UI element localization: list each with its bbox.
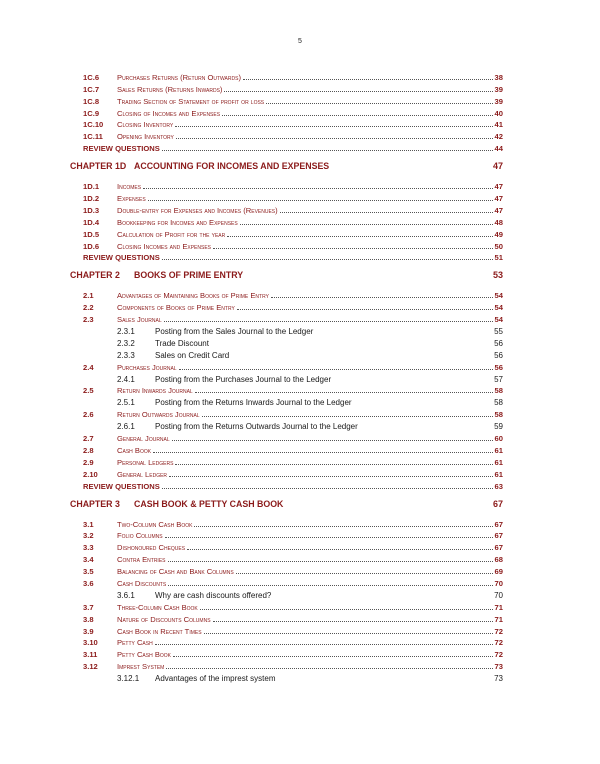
dot-leader bbox=[245, 274, 491, 275]
dot-leader bbox=[195, 391, 493, 393]
toc-section-entry[interactable] bbox=[70, 288, 503, 300]
toc-page-number: 47 bbox=[494, 205, 503, 215]
toc-page-number: 56 bbox=[494, 350, 503, 360]
toc-section-entry[interactable] bbox=[70, 529, 503, 541]
dot-leader bbox=[153, 451, 492, 453]
dot-leader bbox=[166, 667, 492, 669]
toc-entry-title: Trading Section of Statement of profit or loss bbox=[117, 96, 265, 106]
dot-leader bbox=[155, 643, 493, 645]
toc-entry-title: Closing Inventory bbox=[117, 120, 174, 130]
toc-entry-title: Return Outwards Journal bbox=[117, 410, 200, 420]
toc-page-number: 38 bbox=[494, 72, 503, 82]
dot-leader bbox=[202, 415, 493, 417]
dot-leader bbox=[187, 548, 492, 550]
dot-leader bbox=[231, 357, 492, 358]
toc-entry-number: 1D.1 bbox=[83, 182, 100, 192]
toc-entry-number: 2.7 bbox=[83, 434, 94, 444]
dot-leader bbox=[211, 345, 492, 346]
toc-entry-number: 3.2 bbox=[83, 531, 94, 541]
toc-entry-title: Cash Book in Recent Times bbox=[117, 626, 202, 636]
dot-leader bbox=[354, 404, 493, 405]
dot-leader bbox=[243, 78, 493, 80]
toc-subsection-entry[interactable] bbox=[70, 588, 503, 600]
toc-entry-number: 1D.4 bbox=[83, 217, 100, 227]
dot-leader bbox=[360, 428, 492, 429]
toc-entry-number: 3.9 bbox=[83, 626, 94, 636]
toc-entry-title: REVIEW QUESTIONS bbox=[83, 253, 160, 263]
dot-leader bbox=[280, 211, 493, 213]
toc-entry-number: 3.1 bbox=[83, 519, 94, 529]
toc-page-number: 51 bbox=[494, 253, 503, 263]
toc-page-number: 56 bbox=[494, 362, 503, 372]
toc-entry-number: 3.4 bbox=[83, 555, 94, 565]
toc-entry-title: Posting from the Sales Journal to the Ledger bbox=[155, 327, 314, 337]
toc-review-questions[interactable] bbox=[70, 479, 503, 491]
dot-leader bbox=[164, 320, 493, 322]
toc-section-entry[interactable] bbox=[70, 227, 503, 239]
toc-page-number: 67 bbox=[494, 543, 503, 553]
toc-section-entry[interactable] bbox=[70, 659, 503, 671]
dot-leader bbox=[168, 584, 492, 586]
toc-entry-title: BOOKS OF PRIME ENTRY bbox=[134, 270, 244, 281]
dot-leader bbox=[273, 597, 492, 598]
toc-section-entry[interactable] bbox=[70, 600, 503, 612]
toc-review-questions[interactable] bbox=[70, 251, 503, 263]
toc-section-entry[interactable] bbox=[70, 360, 503, 372]
toc-section-entry[interactable] bbox=[70, 552, 503, 564]
toc-entry-number: 1D.5 bbox=[83, 229, 100, 239]
toc-entry-title: Advantages of the imprest system bbox=[155, 674, 276, 684]
toc-entry-title: Two-Column Cash Book bbox=[117, 519, 193, 529]
toc-section-entry[interactable] bbox=[70, 179, 503, 191]
toc-review-questions[interactable] bbox=[70, 141, 503, 153]
toc-entry-title: Contra Entries bbox=[117, 555, 166, 565]
toc-entry-number: 3.12 bbox=[83, 662, 98, 672]
toc-entry-number: 2.4 bbox=[83, 362, 94, 372]
toc-section-entry[interactable] bbox=[70, 312, 503, 324]
dot-leader bbox=[315, 333, 492, 334]
toc-entry-title: Nature of Discounts Columns bbox=[117, 614, 211, 624]
toc-entry-number: 2.10 bbox=[83, 469, 98, 479]
toc-entry-number: 1C.6 bbox=[83, 72, 100, 82]
toc-section-entry[interactable] bbox=[70, 129, 503, 141]
toc-page-number: 72 bbox=[494, 626, 503, 636]
toc-section-entry[interactable] bbox=[70, 517, 503, 529]
toc-page-number: 61 bbox=[494, 469, 503, 479]
toc-section-entry[interactable] bbox=[70, 647, 503, 659]
toc-section-entry[interactable] bbox=[70, 636, 503, 648]
toc-entry-title: Purchases Returns (Return Outwards) bbox=[117, 72, 241, 82]
toc-subsection-entry[interactable] bbox=[70, 671, 503, 683]
toc-section-entry[interactable] bbox=[70, 82, 503, 94]
toc-entry-number: 2.1 bbox=[83, 291, 94, 301]
toc-page-number: 47 bbox=[492, 161, 503, 172]
toc-page-number: 58 bbox=[494, 398, 503, 408]
toc-entry-title: Petty Cash Book bbox=[117, 650, 172, 660]
dot-leader bbox=[200, 608, 493, 610]
toc-entry-title: Dishonoured Cheques bbox=[117, 543, 186, 553]
toc-chapter-heading[interactable] bbox=[70, 491, 503, 517]
dot-leader bbox=[240, 223, 493, 225]
toc-chapter-heading[interactable] bbox=[70, 262, 503, 288]
toc-entry-title: Expenses bbox=[117, 194, 146, 204]
toc-entry-title: CASH BOOK & PETTY CASH BOOK bbox=[134, 498, 284, 509]
toc-entry-title: Opening Inventory bbox=[117, 132, 174, 142]
toc-page-number: 41 bbox=[494, 120, 503, 130]
dot-leader bbox=[213, 247, 493, 249]
toc-entry-number: 3.10 bbox=[83, 638, 98, 648]
toc-page-number: 72 bbox=[494, 650, 503, 660]
toc-entry-title: REVIEW QUESTIONS bbox=[83, 481, 160, 491]
toc-section-entry[interactable] bbox=[70, 407, 503, 419]
toc-section-entry[interactable] bbox=[70, 455, 503, 467]
toc-entry-number: 1D.6 bbox=[83, 241, 100, 251]
dot-leader bbox=[172, 439, 493, 441]
dot-leader bbox=[236, 572, 493, 574]
toc-page-number: 57 bbox=[494, 374, 503, 384]
toc-entry-title: Cash Book bbox=[117, 445, 152, 455]
toc-page-number: 68 bbox=[494, 555, 503, 565]
dot-leader bbox=[224, 90, 492, 92]
toc-page-number: 67 bbox=[492, 498, 503, 509]
dot-leader bbox=[162, 487, 493, 489]
toc-entry-title: Purchases Journal bbox=[117, 362, 177, 372]
dot-leader bbox=[331, 165, 491, 166]
toc-section-entry[interactable] bbox=[70, 624, 503, 636]
toc-section-entry[interactable] bbox=[70, 443, 503, 455]
toc-entry-title: Calculation of Profit for the year bbox=[117, 229, 226, 239]
dot-leader bbox=[175, 463, 492, 465]
toc-page-number: 72 bbox=[494, 638, 503, 648]
dot-leader bbox=[176, 137, 493, 139]
dot-leader bbox=[227, 235, 492, 237]
toc-entry-number: 1C.10 bbox=[83, 120, 104, 130]
toc-page-number: 58 bbox=[494, 386, 503, 396]
toc-entry-title: Sales on Credit Card bbox=[155, 350, 230, 360]
toc-entry-number: 1C.9 bbox=[83, 108, 100, 118]
toc-entry-title: General Journal bbox=[117, 434, 170, 444]
toc-page-number: 58 bbox=[494, 410, 503, 420]
dot-leader bbox=[237, 308, 493, 310]
dot-leader bbox=[148, 199, 493, 201]
toc-page-number: 55 bbox=[494, 327, 503, 337]
toc-page-number: 42 bbox=[494, 132, 503, 142]
dot-leader bbox=[204, 632, 493, 634]
dot-leader bbox=[165, 536, 493, 538]
toc-entry-number: 3.6.1 bbox=[117, 590, 135, 600]
toc-entry-title: Posting from the Purchases Journal to the Ledger bbox=[155, 374, 332, 384]
toc-entry-number: 2.6 bbox=[83, 410, 94, 420]
toc-entry-number: 3.7 bbox=[83, 602, 94, 612]
dot-leader bbox=[285, 502, 491, 503]
toc-entry-number: 1C.8 bbox=[83, 96, 100, 106]
toc-entry-title: Folio Columns bbox=[117, 531, 163, 541]
toc-section-entry[interactable] bbox=[70, 239, 503, 251]
toc-section-entry[interactable] bbox=[70, 612, 503, 624]
toc-section-entry[interactable] bbox=[70, 467, 503, 479]
dot-leader bbox=[173, 655, 493, 657]
toc-subsection-entry[interactable] bbox=[70, 372, 503, 384]
toc-page-number: 56 bbox=[494, 338, 503, 348]
toc-entry-title: Sales Returns (Returns Inwards) bbox=[117, 84, 223, 94]
toc-entry-title: Incomes bbox=[117, 182, 142, 192]
toc-section-entry[interactable] bbox=[70, 564, 503, 576]
toc-entry-title: Trade Discount bbox=[155, 338, 209, 348]
dot-leader bbox=[175, 125, 492, 127]
dot-leader bbox=[179, 368, 493, 370]
toc-entry-number: 2.6.1 bbox=[117, 422, 135, 432]
dot-leader bbox=[194, 525, 492, 527]
toc-page-number: 69 bbox=[494, 567, 503, 577]
toc-section-entry[interactable] bbox=[70, 215, 503, 227]
toc-page-number: 54 bbox=[494, 315, 503, 325]
toc-entry-number: 1D.3 bbox=[83, 205, 100, 215]
toc-page-number: 70 bbox=[494, 590, 503, 600]
toc-section-entry[interactable] bbox=[70, 106, 503, 118]
toc-entry-title: Personal Ledgers bbox=[117, 457, 174, 467]
toc-section-entry[interactable] bbox=[70, 576, 503, 588]
toc-page-number: 59 bbox=[494, 422, 503, 432]
toc-page-number: 40 bbox=[494, 108, 503, 118]
toc-entry-title: Double-entry for Expenses and Incomes (Revenues) bbox=[117, 205, 278, 215]
toc-entry-number: 3.3 bbox=[83, 543, 94, 553]
toc-page-number: 47 bbox=[494, 194, 503, 204]
page-number: 5 bbox=[298, 38, 302, 45]
toc-chapter-heading[interactable] bbox=[70, 153, 503, 179]
toc-page-number: 54 bbox=[494, 291, 503, 301]
dot-leader bbox=[278, 680, 493, 681]
toc-entry-title: Components of Books of Prime Entry bbox=[117, 303, 235, 313]
toc-entry-title: Why are cash discounts offered? bbox=[155, 590, 272, 600]
toc-entry-number: 3.5 bbox=[83, 567, 94, 577]
dot-leader bbox=[222, 114, 492, 116]
toc-page-number: 71 bbox=[494, 614, 503, 624]
toc-section-entry[interactable] bbox=[70, 540, 503, 552]
toc-entry-number: 2.4.1 bbox=[117, 374, 135, 384]
dot-leader bbox=[213, 620, 493, 622]
dot-leader bbox=[266, 102, 492, 104]
dot-leader bbox=[168, 560, 493, 562]
toc-entry-number: 2.3.1 bbox=[117, 327, 135, 337]
toc-section-entry[interactable] bbox=[70, 94, 503, 106]
toc-entry-title: Balancing of Cash and Bank Columns bbox=[117, 567, 234, 577]
dot-leader bbox=[169, 475, 493, 477]
toc-subsection-entry[interactable] bbox=[70, 348, 503, 360]
toc-entry-number: 2.5.1 bbox=[117, 398, 135, 408]
toc-section-entry[interactable] bbox=[70, 203, 503, 215]
toc-entry-title: General Ledger bbox=[117, 469, 168, 479]
toc-page-number: 49 bbox=[494, 229, 503, 239]
toc-entry-number: 2.5 bbox=[83, 386, 94, 396]
toc-entry-number: 2.9 bbox=[83, 457, 94, 467]
toc-page-number: 39 bbox=[494, 84, 503, 94]
dot-leader bbox=[333, 381, 492, 382]
toc-section-entry[interactable] bbox=[70, 191, 503, 203]
toc-section-entry[interactable] bbox=[70, 118, 503, 130]
toc-page-number: 63 bbox=[494, 481, 503, 491]
toc-page-number: 60 bbox=[494, 434, 503, 444]
toc-page-number: 47 bbox=[494, 182, 503, 192]
toc-entry-number: 2.3.3 bbox=[117, 350, 135, 360]
toc-entry-title: Closing Incomes and Expenses bbox=[117, 241, 212, 251]
toc-subsection-entry[interactable] bbox=[70, 395, 503, 407]
toc-entry-title: Return Inwards Journal bbox=[117, 386, 193, 396]
toc-entry-number: 3.6 bbox=[83, 578, 94, 588]
dot-leader bbox=[143, 187, 492, 189]
toc-entry-number: 1D.2 bbox=[83, 194, 100, 204]
dot-leader bbox=[271, 296, 493, 298]
toc-entry-title: Three-Column Cash Book bbox=[117, 602, 198, 612]
toc-entry-number: CHAPTER 3 bbox=[70, 498, 120, 509]
toc-entry-title: REVIEW QUESTIONS bbox=[83, 144, 160, 154]
toc-page-number: 54 bbox=[494, 303, 503, 313]
toc-entry-number: 3.12.1 bbox=[117, 674, 140, 684]
toc-entry-title: Closing of Incomes and Expenses bbox=[117, 108, 221, 118]
toc-page-number: 67 bbox=[494, 531, 503, 541]
toc-entry-number: 2.3.2 bbox=[117, 338, 135, 348]
toc-entry-number: 1C.7 bbox=[83, 84, 100, 94]
table-of-contents bbox=[70, 70, 503, 683]
toc-entry-title: Advantages of Maintaining Books of Prime Entry bbox=[117, 291, 269, 301]
toc-entry-number: CHAPTER 2 bbox=[70, 270, 120, 281]
toc-entry-number: 2.3 bbox=[83, 315, 94, 325]
toc-page-number: 44 bbox=[494, 144, 503, 154]
toc-section-entry[interactable] bbox=[70, 431, 503, 443]
toc-entry-title: Posting from the Returns Inwards Journal to the Ledger bbox=[155, 398, 352, 408]
toc-subsection-entry[interactable] bbox=[70, 419, 503, 431]
toc-entry-number: 2.2 bbox=[83, 303, 94, 313]
toc-section-entry[interactable] bbox=[70, 384, 503, 396]
toc-page-number: 61 bbox=[494, 457, 503, 467]
toc-page-number: 70 bbox=[494, 578, 503, 588]
toc-section-entry[interactable] bbox=[70, 70, 503, 82]
toc-entry-title: Cash Discounts bbox=[117, 578, 167, 588]
toc-entry-title: Imprest System bbox=[117, 662, 165, 672]
dot-leader bbox=[162, 149, 493, 151]
toc-page-number: 61 bbox=[494, 445, 503, 455]
toc-entry-title: Posting from the Returns Outwards Journal to the Ledger bbox=[155, 422, 358, 432]
toc-entry-title: Sales Journal bbox=[117, 315, 162, 325]
toc-subsection-entry[interactable] bbox=[70, 336, 503, 348]
toc-page-number: 73 bbox=[494, 662, 503, 672]
toc-entry-number: CHAPTER 1D bbox=[70, 161, 127, 172]
toc-section-entry[interactable] bbox=[70, 300, 503, 312]
toc-entry-title: Petty Cash bbox=[117, 638, 153, 648]
toc-page-number: 73 bbox=[494, 674, 503, 684]
toc-page-number: 71 bbox=[494, 602, 503, 612]
toc-entry-title: Bookkeeping for Incomes and Expenses bbox=[117, 217, 238, 227]
toc-page-number: 67 bbox=[494, 519, 503, 529]
toc-entry-title: ACCOUNTING FOR INCOMES AND EXPENSES bbox=[134, 161, 330, 172]
toc-entry-number: 3.11 bbox=[83, 650, 98, 660]
dot-leader bbox=[162, 258, 493, 260]
toc-page-number: 48 bbox=[494, 217, 503, 227]
toc-page-number: 53 bbox=[492, 270, 503, 281]
toc-entry-number: 1C.11 bbox=[83, 132, 103, 142]
toc-page-number: 39 bbox=[494, 96, 503, 106]
toc-entry-number: 2.8 bbox=[83, 445, 94, 455]
toc-page-number: 50 bbox=[494, 241, 503, 251]
toc-entry-number: 3.8 bbox=[83, 614, 94, 624]
toc-subsection-entry[interactable] bbox=[70, 324, 503, 336]
